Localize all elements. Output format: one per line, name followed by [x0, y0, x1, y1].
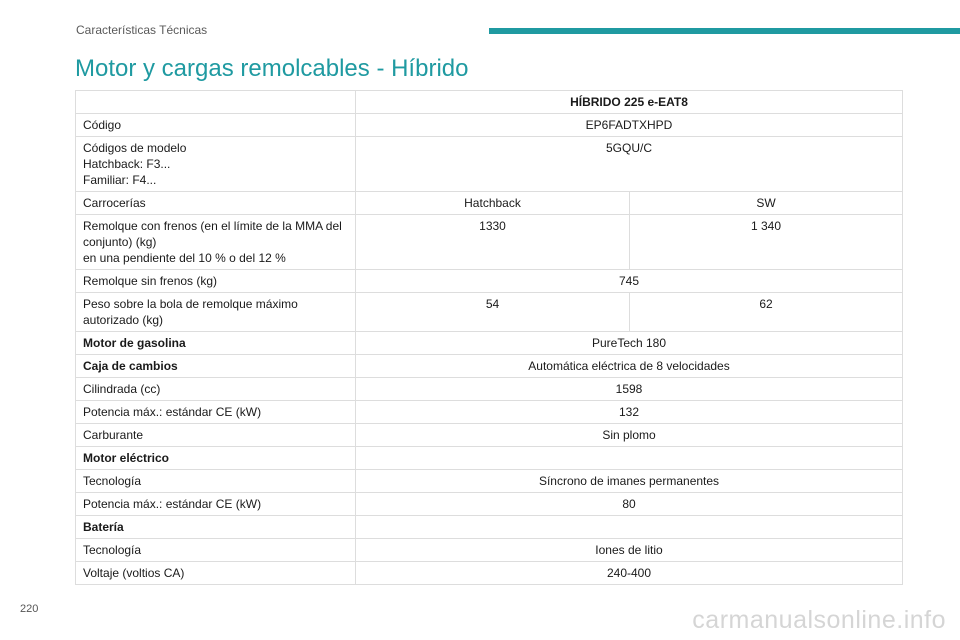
row-value: Sin plomo — [356, 424, 903, 447]
table-row — [76, 137, 903, 192]
table-row — [76, 470, 903, 493]
row-label: Motor de gasolina — [76, 332, 356, 355]
table-row — [76, 516, 903, 539]
table-row — [76, 355, 903, 378]
table-row — [76, 562, 903, 585]
spec-table — [75, 90, 903, 585]
row-value-sw: 62 — [630, 293, 903, 332]
row-value: PureTech 180 — [356, 332, 903, 355]
row-value: 745 — [356, 270, 903, 293]
header-accent-bar — [489, 28, 960, 34]
model-header: HÍBRIDO 225 e-EAT8 — [356, 91, 903, 114]
row-value-hatchback: Hatchback — [356, 192, 630, 215]
row-label: Remolque sin frenos (kg) — [76, 270, 356, 293]
row-label: Carburante — [76, 424, 356, 447]
row-label: Carrocerías — [76, 192, 356, 215]
row-label: Remolque con frenos (en el límite de la MMA del conjunto) (kg) en una pendiente del 10 % o del 12 % — [76, 215, 356, 270]
table-row — [76, 539, 903, 562]
table-row — [76, 332, 903, 355]
row-label: Caja de cambios — [76, 355, 356, 378]
row-label: Código — [76, 114, 356, 137]
row-value: 240-400 — [356, 562, 903, 585]
table-header-row — [76, 91, 903, 114]
row-label: Potencia máx.: estándar CE (kW) — [76, 401, 356, 424]
table-row — [76, 401, 903, 424]
table-row — [76, 424, 903, 447]
row-value-hatchback: 1330 — [356, 215, 630, 270]
row-label: Peso sobre la bola de remolque máximo autorizado (kg) — [76, 293, 356, 332]
row-value: Iones de litio — [356, 539, 903, 562]
row-label: Potencia máx.: estándar CE (kW) — [76, 493, 356, 516]
table-row — [76, 293, 903, 332]
row-value-hatchback: 54 — [356, 293, 630, 332]
row-value: 80 — [356, 493, 903, 516]
row-label: Tecnología — [76, 470, 356, 493]
table-row — [76, 215, 903, 270]
row-label: Voltaje (voltios CA) — [76, 562, 356, 585]
page-title: Motor y cargas remolcables - Híbrido — [75, 55, 469, 82]
watermark: carmanualsonline.info — [692, 606, 946, 634]
row-label: Códigos de modelo Hatchback: F3... Familiar: F4... — [76, 137, 356, 192]
row-value — [356, 447, 903, 470]
row-label: Cilindrada (cc) — [76, 378, 356, 401]
row-value-sw: SW — [630, 192, 903, 215]
table-row — [76, 270, 903, 293]
row-value: 1598 — [356, 378, 903, 401]
row-value — [356, 516, 903, 539]
row-label: Batería — [76, 516, 356, 539]
section-label: Características Técnicas — [76, 23, 208, 37]
row-value-sw: 1 340 — [630, 215, 903, 270]
row-value: Automática eléctrica de 8 velocidades — [356, 355, 903, 378]
row-value: 132 — [356, 401, 903, 424]
table-row — [76, 114, 903, 137]
row-value: 5GQU/C — [356, 137, 903, 192]
table-row — [76, 447, 903, 470]
table-row — [76, 192, 903, 215]
table-header-empty-cell — [76, 91, 356, 114]
row-label: Motor eléctrico — [76, 447, 356, 470]
row-label: Tecnología — [76, 539, 356, 562]
page-number: 220 — [20, 603, 39, 615]
table-row — [76, 493, 903, 516]
row-value: EP6FADTXHPD — [356, 114, 903, 137]
row-value: Síncrono de imanes permanentes — [356, 470, 903, 493]
table-row — [76, 378, 903, 401]
